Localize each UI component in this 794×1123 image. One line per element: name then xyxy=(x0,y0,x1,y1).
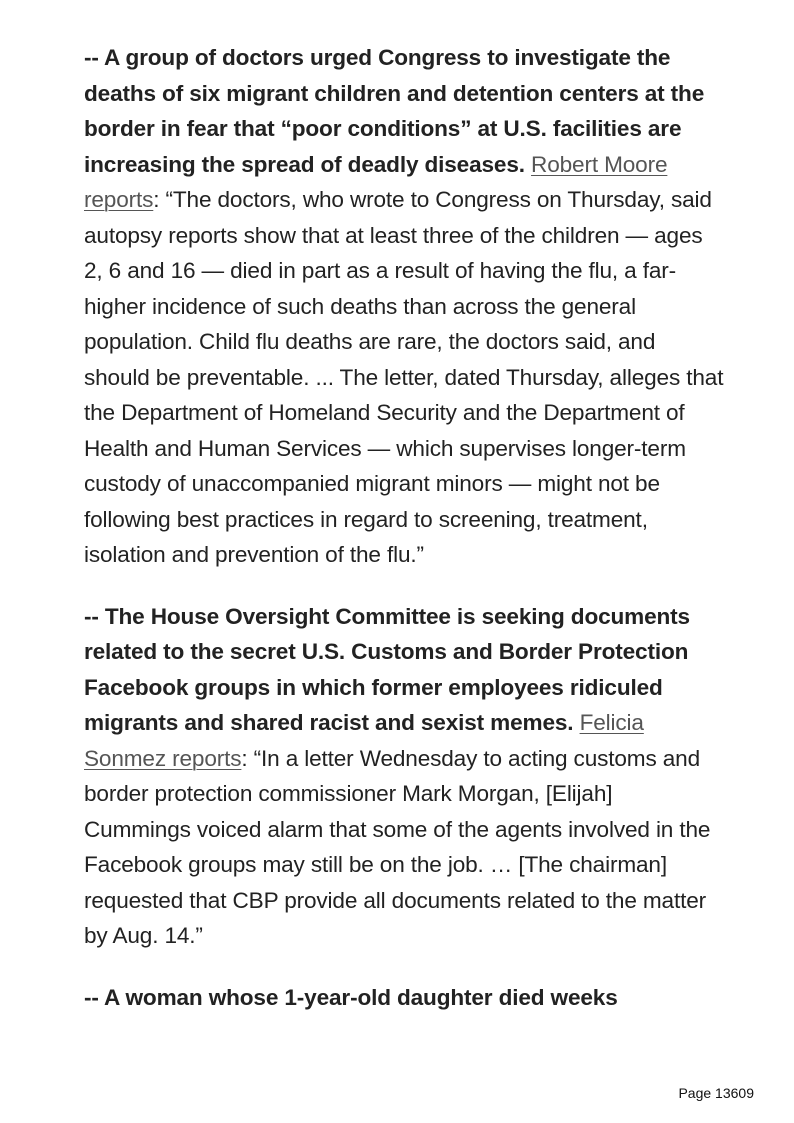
news-item-oversight-committee xyxy=(84,599,724,954)
news-item-doctors-flu xyxy=(84,40,724,573)
robert-moore-report-link[interactable]: Robert Moore reports xyxy=(84,151,668,212)
news-headline: -- A group of doctors urged Congress to investigate the deaths of six migrant children and detention centers at the border in fear that “poor conditions” at U.S. facilities are increasing the spread of deadly diseases. xyxy=(84,45,705,177)
felicia-sonmez-report-link[interactable]: Felicia Sonmez reports xyxy=(84,710,644,771)
news-headline: -- The House Oversight Committee is seeking documents related to the secret U.S. Customs and Border Protection Facebook groups in which former employees ridiculed migrants and shared racist and sexist memes. xyxy=(84,603,690,735)
news-body: : “In a letter Wednesday to acting customs and border protection commissioner Mark Morgan, [Elijah] Cummings voiced alarm that some of the agents involved in the Facebook groups may still be on the job. … [The chairman] requested that CBP provide all documents related to the matter by Aug. 14.” xyxy=(84,745,711,948)
news-headline: -- A woman whose 1-year-old daughter died weeks xyxy=(84,984,618,1010)
news-item-woman-daughter xyxy=(84,980,724,1016)
article-body xyxy=(84,40,724,1041)
page-number: Page 13609 xyxy=(678,1085,754,1101)
news-body: : “The doctors, who wrote to Congress on Thursday, said autopsy reports show that at least three of the children — ages 2, 6 and 16 — died in part as a result of having the flu, a far-higher incidence of such deaths than across the general population. Child flu deaths are rare, the doctors said, and should be preventable. ... The letter, dated Thursday, alleges that the Department of Homeland Security and the Department of Health and Human Services — which supervises longer-term custody of unaccompanied migrant minors — might not be following best practices in regard to screening, treatment, isolation and prevention of the flu.” xyxy=(84,187,724,567)
